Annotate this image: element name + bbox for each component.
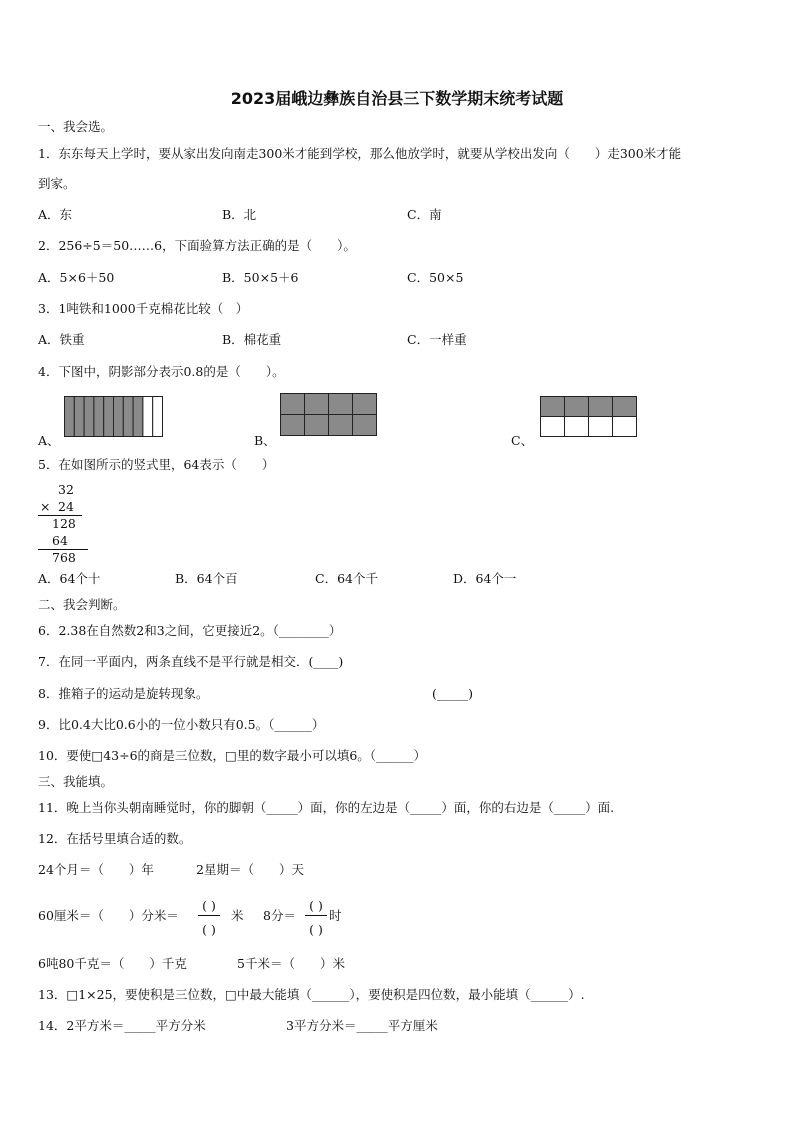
shaded-cell: [329, 394, 353, 415]
section-heading-choose: 一、我会选。: [38, 119, 114, 134]
q2-option-a: A．5×6＋50: [38, 270, 115, 285]
multiplier: 24: [58, 499, 74, 514]
shaded-cell: [613, 397, 637, 417]
question-3-text: 3．1吨铁和1000千克棉花比较（ ）: [38, 301, 249, 316]
shaded-cell: [281, 394, 305, 415]
shaded-cell: [353, 394, 377, 415]
blank-cell: [541, 417, 565, 437]
q5-option-a: A．64个十: [38, 571, 101, 586]
shaded-strip: [104, 397, 114, 437]
q3-option-c: C．一样重: [407, 332, 467, 347]
shaded-strip: [133, 397, 143, 437]
question-1-text-cont: 到家。: [38, 176, 76, 191]
shaded-cell: [541, 397, 565, 417]
product: 768: [52, 550, 76, 565]
q2-option-b: B．50×5＋6: [222, 270, 299, 285]
blank-strip: [153, 397, 163, 437]
question-5-text: 5．在如图所示的竖式里，64表示（ ）: [38, 457, 275, 472]
figure-b-grid: [280, 393, 378, 437]
question-14-part-1: 14．2平方米＝_____平方分米: [38, 1018, 206, 1033]
shaded-cell: [305, 415, 329, 436]
blank-cell: [613, 417, 637, 437]
shaded-cell: [353, 415, 377, 436]
blank-strip: [143, 397, 153, 437]
q5-option-c: C．64个千: [315, 571, 378, 586]
unit-hour: 时: [329, 908, 342, 923]
fraction-numerator: ( ): [309, 898, 323, 913]
shaded-cell: [565, 397, 589, 417]
fraction-denominator: ( ): [202, 922, 216, 937]
multiplicand: 32: [58, 482, 74, 497]
q4-option-b-label: B、: [254, 433, 276, 448]
shaded-strip: [65, 397, 75, 437]
fraction-bar: [305, 915, 327, 916]
question-9: 9．比0.4大比0.6小的一位小数只有0.5。（______）: [38, 717, 325, 732]
unit-meter: 米: [231, 908, 244, 923]
shaded-strip: [84, 397, 94, 437]
question-13: 13．□1×25，要使积是三位数，□中最大能填（______），要使积是四位数，最小能填（______）.: [38, 987, 585, 1002]
q4-option-a-label: A、: [38, 433, 60, 448]
question-8-text: 8．推箱子的运动是旋转现象。: [38, 686, 209, 701]
figure-c-grid: [540, 396, 638, 438]
q12-tons-to-kg: 6吨80千克＝（ ）千克: [38, 956, 187, 971]
question-8-blank: (_____): [432, 686, 474, 701]
partial-product-1: 128: [52, 516, 76, 531]
question-2-text: 2．256÷5＝50……6，下面验算方法正确的是（ ）。: [38, 238, 356, 253]
fraction-bar: [198, 915, 220, 916]
question-1-text: 1．东东每天上学时，要从家出发向南走300米才能到学校，那么他放学时，就要从学校出发向（ ）走300米才能: [38, 146, 682, 161]
q12-cm-to-dm: 60厘米＝（ ）分米＝: [38, 908, 179, 923]
shaded-cell: [329, 415, 353, 436]
q12-km-to-m: 5千米＝（ ）米: [237, 956, 345, 971]
times-sign: ×: [40, 499, 51, 514]
blank-cell: [565, 417, 589, 437]
question-4-text: 4．下图中，阴影部分表示0.8的是（ ）。: [38, 364, 285, 379]
fraction-numerator: ( ): [202, 898, 216, 913]
question-7: 7．在同一平面内，两条直线不是平行就是相交．(____): [38, 654, 344, 669]
shaded-strip: [74, 397, 84, 437]
question-12-text: 12．在括号里填合适的数。: [38, 831, 192, 846]
shaded-cell: [589, 397, 613, 417]
section-heading-judge: 二、我会判断。: [38, 597, 126, 612]
q5-option-b: B．64个百: [175, 571, 238, 586]
blank-cell: [589, 417, 613, 437]
question-11: 11．晚上当你头朝南睡觉时，你的脚朝（_____）面，你的左边是（_____）面，你的右边是（_____）面.: [38, 800, 615, 815]
q1-option-b: B．北: [222, 207, 257, 222]
figure-a-ten-strips: [64, 396, 164, 438]
partial-product-2: 64: [52, 533, 68, 548]
question-10: 10．要使□43÷6的商是三位数，□里的数字最小可以填6。（______）: [38, 748, 427, 763]
fraction-denominator: ( ): [309, 922, 323, 937]
q5-option-d: D．64个一: [453, 571, 517, 586]
question-14-part-2: 3平方分米＝_____平方厘米: [286, 1018, 438, 1033]
q12-minutes-to-hours: 8分＝: [263, 908, 296, 923]
q12-weeks-to-days: 2星期＝（ ）天: [196, 862, 304, 877]
q1-option-a: A．东: [38, 207, 73, 222]
question-6: 6．2.38在自然数2和3之间，它更接近2。（________）: [38, 623, 342, 638]
q3-option-b: B．棉花重: [222, 332, 282, 347]
shaded-strip: [94, 397, 104, 437]
shaded-cell: [305, 394, 329, 415]
q3-option-a: A．铁重: [38, 332, 85, 347]
shaded-cell: [281, 415, 305, 436]
page-title: 2023届峨边彝族自治县三下数学期末统考试题: [230, 89, 564, 108]
q2-option-c: C．50×5: [407, 270, 464, 285]
q4-option-c-label: C、: [511, 433, 534, 448]
q12-months-to-years: 24个月＝（ ）年: [38, 862, 154, 877]
q1-option-c: C．南: [407, 207, 442, 222]
shaded-strip: [114, 397, 124, 437]
section-heading-fill: 三、我能填。: [38, 774, 114, 789]
shaded-strip: [123, 397, 133, 437]
